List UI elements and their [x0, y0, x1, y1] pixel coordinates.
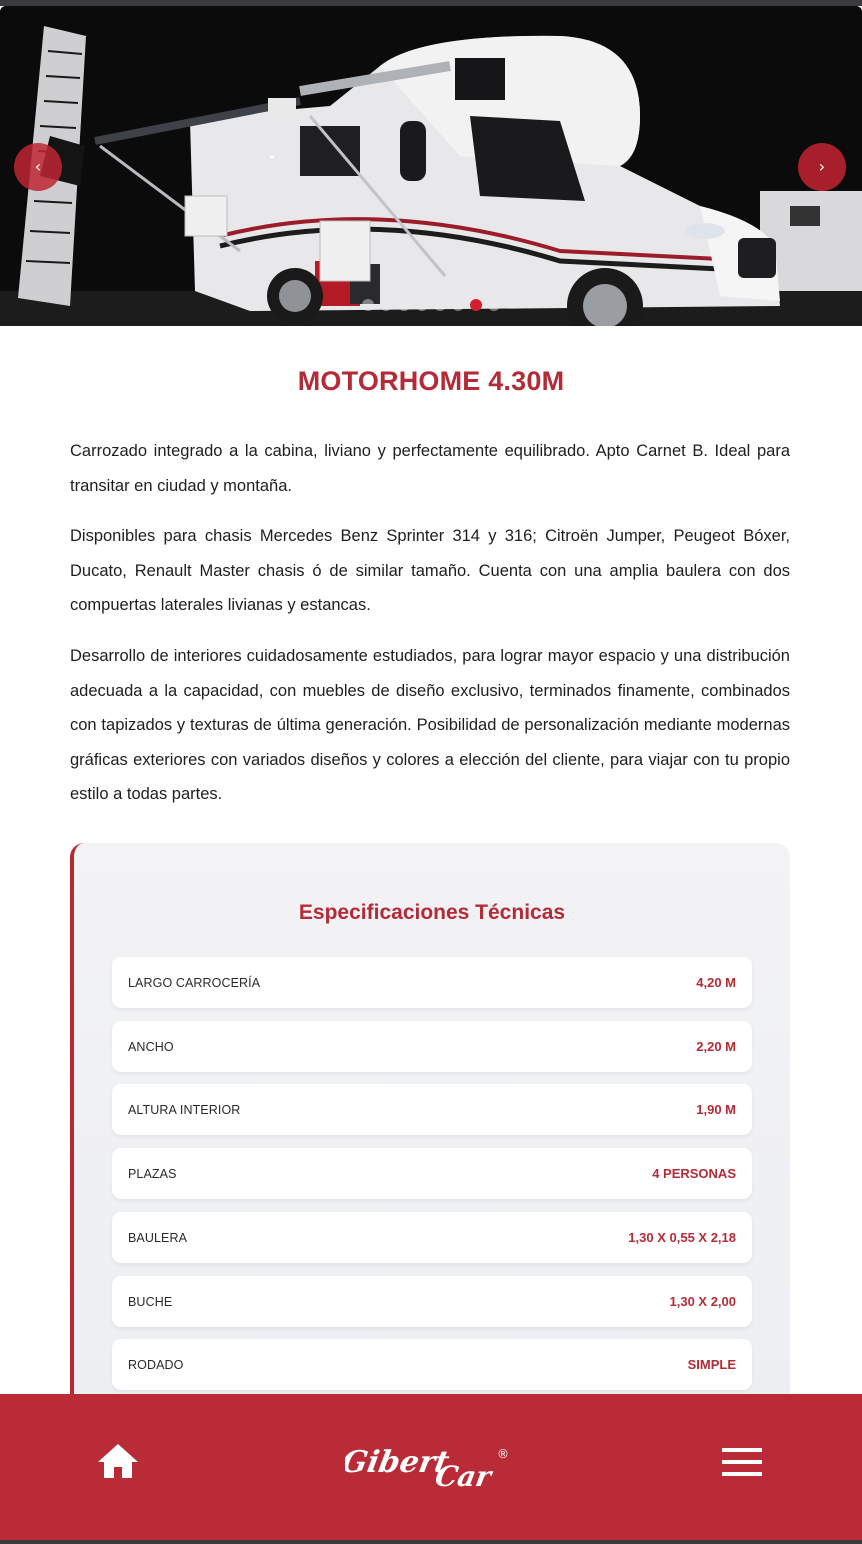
browser-bottom-bar: [0, 1540, 862, 1544]
description-paragraph: Disponibles para chasis Mercedes Benz Sprinter 314 y 316; Citroën Jumper, Peugeot Bóxer, Ducato, Renault Master chasis ó de similar tamaño. Cuenta con una amplia baulera con dos compuertas laterales livianas y estancas.: [70, 527, 790, 614]
spec-value: SIMPLE: [687, 1357, 736, 1372]
bottom-navigation-bar: [0, 1394, 862, 1540]
carousel-dot[interactable]: [398, 299, 410, 311]
spec-row-ancho: [112, 1021, 752, 1072]
spec-label: RODADO: [128, 1357, 184, 1372]
carousel-dot[interactable]: [362, 299, 374, 311]
spec-label: PLAZAS: [128, 1166, 177, 1181]
carousel-dot[interactable]: [434, 299, 446, 311]
spec-label: ALTURA INTERIOR: [128, 1102, 241, 1117]
spec-value: 1,30 X 2,00: [669, 1294, 736, 1309]
carousel-dot-active[interactable]: [470, 299, 482, 311]
spec-row-rodado: [112, 1339, 752, 1390]
spec-label: BUCHE: [128, 1294, 173, 1309]
home-button[interactable]: [96, 1442, 140, 1482]
carousel-dot[interactable]: [416, 299, 428, 311]
spec-row-baulera: [112, 1212, 752, 1263]
spec-label: BAULERA: [128, 1230, 188, 1245]
spec-value: 1,90 M: [696, 1102, 736, 1117]
gibert-car-logo[interactable]: [345, 1434, 515, 1494]
carousel-dot[interactable]: [488, 299, 500, 311]
technical-specs-card: [70, 843, 790, 1443]
spec-value: 4 PERSONAS: [652, 1166, 736, 1181]
registered-mark: ®: [497, 1447, 509, 1461]
image-carousel[interactable]: [0, 6, 862, 326]
specs-title: Especificaciones Técnicas: [298, 901, 566, 924]
product-title: MOTORHOME 4.30M: [297, 366, 565, 396]
chevron-left-icon: ‹: [34, 157, 42, 176]
description-paragraph: Desarrollo de interiores cuidadosamente estudiados, para lograr mayor espacio y una distribución adecuada a la capacidad, con muebles de diseño exclusivo, terminados finamente, combinados con tapizados y texturas de última generación. Posibilidad de personalización mediante modernas gráficas exteriores con variados diseños y colores a elección del cliente, para viajar con tu propio estilo a todas partes.: [70, 647, 790, 803]
carousel-dot[interactable]: [452, 299, 464, 311]
menu-bar: [722, 1448, 762, 1452]
menu-bar: [722, 1460, 762, 1464]
description-paragraph: Carrozado integrado a la cabina, liviano y perfectamente equilibrado. Apto Carnet B. Ideal para transitar en ciudad y montaña.: [70, 442, 790, 495]
spec-row-buche: [112, 1276, 752, 1327]
carousel-dot[interactable]: [380, 299, 392, 311]
chevron-right-icon: ›: [818, 157, 826, 176]
logo-secondary-text: Car: [432, 1460, 494, 1493]
carousel-prev-button[interactable]: [14, 143, 62, 191]
carousel-indicators: [362, 299, 500, 311]
spec-value: 4,20 M: [696, 975, 736, 990]
spec-row-largo: [112, 957, 752, 1008]
carousel-next-button[interactable]: [798, 143, 846, 191]
menu-bar: [722, 1472, 762, 1476]
spec-value: 1,30 X 0,55 X 2,18: [628, 1230, 736, 1245]
home-icon: [96, 1442, 140, 1482]
logo-primary-text: Gibert: [345, 1445, 452, 1480]
spec-value: 2,20 M: [696, 1039, 736, 1054]
spec-label: ANCHO: [128, 1039, 174, 1054]
spec-row-altura: [112, 1084, 752, 1135]
spec-label: LARGO CARROCERÍA: [128, 975, 261, 990]
motorhome-photo: [0, 6, 862, 326]
spec-row-plazas: [112, 1148, 752, 1199]
hamburger-menu-button[interactable]: [722, 1448, 762, 1476]
